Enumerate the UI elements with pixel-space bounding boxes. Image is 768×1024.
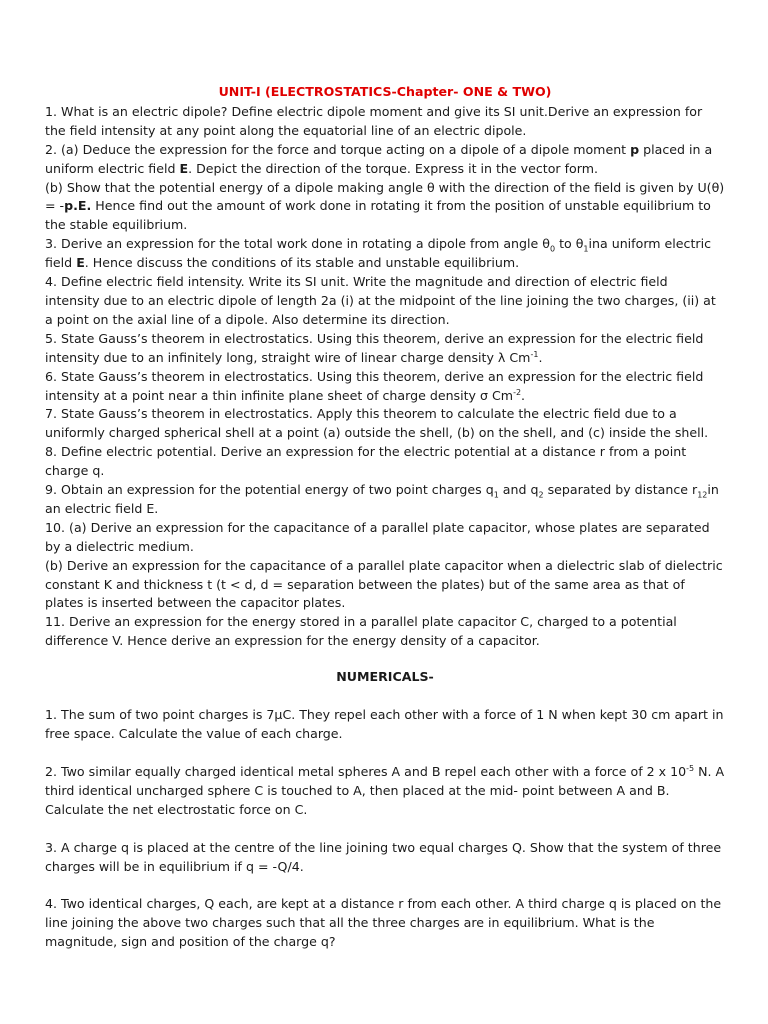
question-5-sup: -1 <box>530 349 539 359</box>
question-9 <box>45 481 725 519</box>
question-9-text-4: in an electric field E. <box>45 482 719 516</box>
pE-symbol: p.E. <box>64 198 92 214</box>
question-10a: 10. (a) Derive an expression for the capacitance of a parallel plate capacitor, whose plates are separated by a dielectric medium. <box>45 519 710 554</box>
numerical-2-text-2: N. A third identical uncharged sphere C is touched to A, then placed at the mid- point between A and B. Calculate the net electrostatic force on C. <box>45 763 725 817</box>
theta-sub-0: 0 <box>549 244 556 254</box>
question-2b-text: (b) Show that the potential energy of a dipole making angle θ with the direction of the field is given by U(θ) = - <box>45 179 725 214</box>
numerical-4: 4. Two identical charges, Q each, are kept at a distance r from each other. A third charge q is placed on the line joining the above two charges such that all the three charges are in equilibrium. What is the magnitude, sign and position of the charge q? <box>45 896 722 950</box>
question-5 <box>45 330 725 368</box>
question-2a-text-3: . Depict the direction of the torque. Express it in the vector form. <box>188 160 598 176</box>
question-5-text: 5. State Gauss’s theorem in electrostatics. Using this theorem, derive an expression for the electric field intensity due to an infinitely long, straight wire of linear charge density λ Cm <box>45 330 704 365</box>
numerical-1: 1. The sum of two point charges is 7μC. They repel each other with a force of 1 N when kept 30 cm apart in free space. Calculate the value of each charge. <box>45 707 724 741</box>
q-sub-1: 1 <box>493 490 499 500</box>
question-3 <box>45 235 725 273</box>
numerical-2 <box>45 763 725 820</box>
question-1: 1. What is an electric dipole? Define electric dipole moment and give its SI unit.Derive an expression for the field intensity at any point along the equatorial line of an electric dipole. <box>45 103 703 138</box>
question-11: 11. Derive an expression for the energy stored in a parallel plate capacitor C, charged to a potential difference V. Hence derive an expression for the energy density of a capacitor. <box>45 614 677 649</box>
question-4: 4. Define electric field intensity. Write its SI unit. Write the magnitude and direction of electric field intensity due to an electric dipole of length 2a (i) at the midpoint of the line joining the two charges, (ii) at a point on the axial line of a dipole. Also determine its direction. <box>45 274 716 327</box>
question-9-text-3: separated by distance r <box>543 482 698 498</box>
question-9-text: 9. Obtain an expression for the potential energy of two point charges q <box>45 482 494 498</box>
question-8: 8. Define electric potential. Derive an expression for the electric potential at a distance r from a point charge q. <box>45 444 687 479</box>
numerical-3: 3. A charge q is placed at the centre of the line joining two equal charges Q. Show that the system of three charges will be in equilibrium if q = -Q/4. <box>45 839 722 874</box>
numerical-2-text: 2. Two similar equally charged identical metal spheres A and B repel each other with a force of 2 x 10 <box>45 763 687 779</box>
question-3-text-4: . Hence discuss the conditions of its stable and unstable equilibrium. <box>84 255 520 271</box>
question-6-text: 6. State Gauss’s theorem in electrostatics. Using this theorem, derive an expression for the electric field intensity at a point near a thin infinite plane sheet of charge density σ Cm <box>45 368 704 403</box>
question-2a-text-2: placed in a uniform electric field <box>45 141 713 176</box>
numerical-2-sup: -5 <box>686 763 695 773</box>
question-2b <box>45 179 725 236</box>
question-5-end: . <box>538 349 543 365</box>
theta-sub-1: 1 <box>583 244 589 254</box>
question-3-text: 3. Derive an expression for the total work done in rotating a dipole from angle θ <box>45 236 550 252</box>
field-symbol-3: E <box>76 255 85 271</box>
document-page <box>45 83 725 971</box>
numericals-heading: NUMERICALS- <box>336 669 434 685</box>
question-6-end: . <box>521 387 526 403</box>
question-9-text-2: and q <box>498 482 539 498</box>
field-symbol: E <box>179 160 189 176</box>
r-sub-12: 12 <box>697 490 708 500</box>
question-2a <box>45 141 725 179</box>
question-3-text-2: to θ <box>555 236 584 252</box>
question-6 <box>45 368 725 406</box>
q-sub-2: 2 <box>538 490 544 500</box>
question-6-sup: -2 <box>513 387 522 397</box>
question-3-text-3: ina uniform electric field <box>45 236 712 271</box>
question-7: 7. State Gauss’s theorem in electrostatics. Apply this theorem to calculate the electric field due to a uniformly charged spherical shell at a point (a) outside the shell, (b) on the shell, and (c) inside the shell. <box>45 406 709 441</box>
unit-heading: UNIT-I (ELECTROSTATICS-Chapter- ONE & TWO) <box>218 84 552 99</box>
dipole-moment-symbol: p <box>630 141 640 157</box>
question-2a-text: 2. (a) Deduce the expression for the force and torque acting on a dipole of a dipole moment <box>45 141 631 157</box>
question-10b: (b) Derive an expression for the capacitance of a parallel plate capacitor when a dielectric slab of dielectric constant K and thickness t (t < d, d = separation between the plates) but of the same area as that of plates is inserted between the capacitor plates. <box>45 557 723 611</box>
question-2b-text-2: Hence find out the amount of work done in rotating it from the position of unstable equilibrium to the stable equilibrium. <box>45 198 711 233</box>
